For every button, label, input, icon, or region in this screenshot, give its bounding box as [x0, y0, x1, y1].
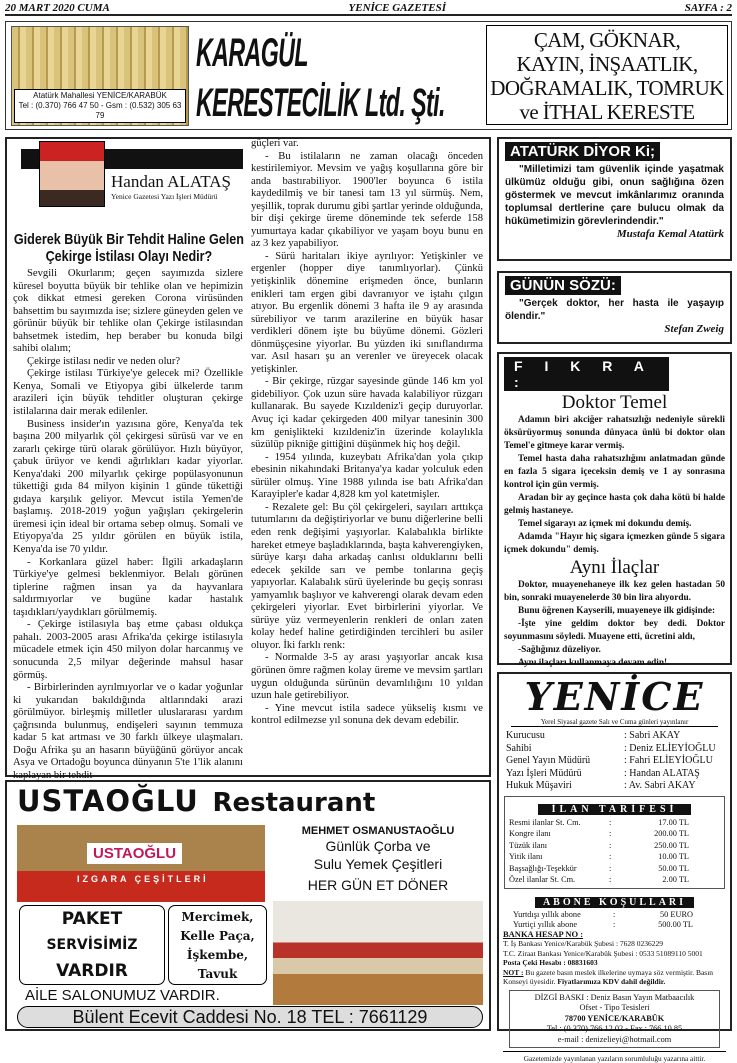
menu-item: Mercimek, [181, 910, 254, 924]
article-paragraph: - Sürü haritaları ikiye ayrılıyor: Yetişkinler ve ergenler (hopper diye tanımlıyorlar). Çünkü yetişkinlik dönemine erişmeden önce, bunların enikleri tam ergen gibi davranıyor ve iştahı çılgın atıyor. Bu ergenlik dönemi 3 hafta ile 9 ay arasında sürebiliyor ve tarım arazilerine en büyük hasar verdikleri dönem işte bu büyüme dönemi. Gözleri dönmüşçesine yiyorlar. Bu yüzden iki sınıflandırma var. Asıl hasarı şu an verenler ve üreyecek olacak yetişkinler. [251, 250, 483, 375]
menu-item: Tavuk [197, 967, 238, 981]
rate-value: 50.00 TL [658, 863, 689, 873]
joke-paragraph: -Sağlığınız düzeliyor. [518, 645, 601, 655]
note-vat: Fiyatlarımıza KDV dahil değildir. [557, 977, 666, 986]
restaurant-advert [5, 780, 491, 1031]
family-hall: AİLE SALONUMUZ VARDIR. [25, 987, 220, 1004]
subscription-value: 500.00 TL [658, 919, 693, 929]
advert-address: Atatürk Mahallesi YENİCE/KARABÜK [33, 91, 167, 100]
staff-name: : Av. Sabri AKAY [624, 780, 696, 791]
bank-line: T. İş Bankası Yenice/Karabük Şubesi : 7628 0236229 [503, 939, 664, 948]
staff-name: : Handan ALATAŞ [624, 767, 700, 779]
restaurant-owner: MEHMET OSMANUSTAOĞLU [301, 825, 455, 837]
staff-role: Yazı İşleri Müdürü [506, 767, 582, 779]
subscription-label: Yurtdışı yıllık abone [513, 909, 581, 919]
issue-date: 20 MART 2020 CUMA [5, 2, 110, 14]
joke-paragraph: Aradan bir ay geçince hasta çok daha kötü bi halde gelmiş hastaneye. [504, 493, 725, 516]
menu-box [168, 905, 267, 985]
newspaper-logo: YENİCE [524, 674, 705, 719]
rate-value: 250.00 TL [654, 840, 689, 850]
newspaper-tagline: Yerel Siyasal gazete Salı ve Cuma günleri yayınlanır [511, 718, 718, 727]
article-column-2 [251, 138, 483, 728]
bank-line: Posta Çeki Hesabı : 08831603 [503, 958, 598, 967]
rate-row [509, 851, 720, 863]
rate-colon: : [609, 817, 612, 827]
ataturk-quote-box [497, 137, 732, 261]
restaurant-line: Sulu Yemek Çeşitleri [313, 856, 443, 872]
delivery-line: VARDIR [56, 961, 128, 981]
subscription-row [513, 920, 726, 930]
joke-stories [504, 392, 725, 670]
rate-label: Yitik ilanı [509, 852, 543, 861]
print-line: Ofset - Tipo Tesisleri [579, 1003, 650, 1012]
article-paragraph: Business insider'ın yazısına göre, Kenya'da tek başına 200 milyarlık çöl çekirgesi sürüsü var ve en zararlı çekirge türü olarak görülüyor. Hızlı büyüyor, çabuk ürüyor ve kendi ağırlıkları kadar yiyorlar. Kenya'daki 200 milyarlık çekirge popülasyonunun tükettiği gıda 84 milyon kişinin 1 günde tükettiği gıdaya karşılık geliyor. Mevcut istila Yemen'de başlamış. 2018-2019 yoğun yağışları çekirgelerin üremesi için ideal bir ortama sebep olmuş. Somali ve Etiyopya'da 25 yıldır görülen en büyük istila, Kenya'da ise 70 yıldır. [13, 418, 243, 556]
newspaper-name: YENİCE GAZETESİ [348, 2, 447, 14]
subscription-colon: : [613, 919, 616, 929]
bank-line: T.C. Ziraat Bankası Yenice/Karabük Şubesi : 0533 51089110 5001 [503, 948, 703, 958]
ataturk-quote: "Milletimizi tam güvenlik içinde yaşatmak ülkümüz olduğu gibi, onun sağlığına özen göstermek ve mevcut imkânlarımız oranında toplumsal dertlerine çare bulucu olmak da hükümetimizin görevlerindendir." [505, 164, 724, 227]
storefront-photo [17, 825, 265, 902]
delivery-line: PAKET [61, 909, 123, 929]
restaurant-name-1: USTAOĞLU [17, 784, 199, 818]
staff-row [506, 755, 726, 768]
article-paragraph: güçleri var. [251, 138, 299, 149]
rate-row [509, 817, 720, 829]
joke-paragraph: Temel hasta daha rahatsızlığını anlatmadan günde en fazla 5 sigara içeceksin demiş ve 1 ay sonrasına kontrol için gün vermiş. [504, 454, 725, 490]
staff-row [506, 743, 726, 756]
product-line: ve İTHAL KERESTE [519, 100, 695, 124]
karagul-advert [5, 21, 732, 130]
joke-title: Doktor Temel [561, 392, 668, 413]
rate-colon: : [609, 840, 612, 850]
masthead-footer: Gazetemizde yayınlanan yazıların sorumluluğu yazarına aittir. [503, 1051, 726, 1063]
article-paragraph: - Normalde 3-5 ay arası yaşıyorlar ancak kısa görünen ömre rağmen kolay üreme ve mevsim şartları uygun olduğunda sürünün devamlılığını 10 yıldan uzun hale getirebiliyor. [251, 652, 483, 702]
bank-heading: BANKA HESAP NO : [503, 928, 584, 939]
rate-label: Özel ilanlar St. Cm. [509, 875, 576, 884]
joke-paragraph: Temel sigarayı az içmek mi dokundu demiş. [518, 519, 692, 529]
staff-role: Sahibi [506, 742, 532, 754]
subscription-list [503, 910, 726, 930]
ad-rates-box [504, 796, 725, 889]
staff-row [506, 768, 726, 781]
joke-paragraph: Adamda "Hayır hiç sigara içmezken günde 5 sigara içmek dokundu" demiş. [504, 532, 725, 555]
author-header [21, 145, 243, 203]
kitchen-photo [273, 901, 483, 1005]
article-paragraph: - Korkanlara güzel haber: İlgili arkadaşların Türkiye'ye gelmesi beklenmiyor. Belalı görünen tiplerine rağmen insan ya da hayvanlara saldırmıyorlar ve bugüne kadar hastalık taşıdıkları/yaydıkları görülmemiş. [13, 556, 243, 618]
staff-role: Kurucusu [506, 730, 545, 741]
note-label: NOT : [503, 967, 524, 977]
article-title: Giderek Büyük Bir Tehdit Haline Gelen Çekirge İstilası Olayı Nedir? [13, 231, 244, 265]
note-text: Bu gazete basın meslek ilkelerine uymaya söz vermiştir. Basın Konseyi üyesidir. [503, 967, 714, 986]
page-number: SAYFA : 2 [684, 2, 732, 14]
article-paragraph: Sevgili Okurlarım; geçen sayımızda sizlere küresel boyutta büyük bir tehlike olan ve hepimizin çok dikkat etmesi gereken Corona virüsünden bahsettim bu sayımızda ise; sizlere güneyden gelen ve görünür büyük bir tehlike olan Çekirge istilasından bahsetmek istedim, hep beraber bu konuda bilgi sahibi olalım; [13, 268, 243, 355]
quote-of-day-author: Stefan Zweig [664, 323, 724, 335]
rate-label: Başsağlığı-Teşekkür [509, 863, 577, 873]
product-line: KAYIN, İNŞAATLIK, [516, 52, 698, 76]
article-paragraph: - 1954 yılında, kuzeybatı Afrika'dan yola çıkıp ebesinin nikahındaki Britanya'ya kadar yolculuk eden sürüler olmuş. Yine 1988 yılında ise batı Afrika'dan Karayipler'e kadar 4,828 km yol katetmişler. [251, 451, 483, 501]
author-role: Yenice Gazetesi Yazı İşleri Müdürü [111, 192, 218, 201]
masthead-box [497, 672, 732, 1063]
print-line: DİZGİ BASKI : Deniz Basın Yayın Matbaacılık [534, 992, 695, 1002]
staff-name: : Deniz ELİEYİOĞLU [624, 742, 716, 754]
quote-of-day-heading: GÜNÜN SÖZÜ: [505, 276, 621, 295]
restaurant-name [17, 784, 375, 818]
article-column-1 [13, 268, 243, 782]
joke-paragraph: Adamın biri akciğer rahatsızlığı nedeniyle sürekli öksürüyormuş sonunda dünyaca ünlü bi doktor olan Temel'e gitmeye karar vermiş. [504, 415, 725, 451]
note [503, 968, 726, 987]
rate-value: 200.00 TL [654, 829, 689, 838]
article-paragraph: Çekirge istilası nedir ve neden olur? [27, 355, 181, 367]
delivery-line: SERVİSİMİZ [46, 937, 138, 953]
menu-item: Kelle Paça, [180, 929, 255, 943]
rate-value: 17.00 TL [658, 817, 689, 827]
joke-paragraph: Bunu öğrenen Kayserili, muayeneye ilk gidişinde: [518, 606, 716, 616]
joke-box [497, 352, 732, 668]
print-line: 78700 YENİCE/KARABÜK [564, 1013, 665, 1023]
company-name [196, 28, 445, 128]
products-box [486, 25, 728, 125]
rate-value: 10.00 TL [658, 852, 689, 861]
product-line: ÇAM, GÖKNAR, [533, 28, 681, 52]
rate-colon: : [609, 829, 612, 838]
product-line: DOĞRAMALIK, TOMRUK [490, 76, 724, 100]
article-paragraph: - Rezalete gel: Bu çöl çekirgeleri, sayıları arttıkça tutumlarını da değiştiriyorlar ve bunu diğerlerine belli eden renk değişimi yaşıyorlar. Kalabalıkla birlikte hareket etmeye başladıklarında, başta kahverengiyken, sürüye karşı daha arkadaş canlısı olduklarını belli edecek şekilde sarı ve pembe tonlarına geçiş yapıyorlar. Kalabalık sürü üyelerinde bu geçiş sonrası yamyamlık başlıyor ve kahverengi olarak devam eden çekirgeleri yiyorlar. Evet birbirlerini yiyorlar. Ve sürüye yüz vermeyenlerin renkleri de onları zaten kolay hedef haline getirdiğinden tercihleri bu asiler oluyor. İki farklı renk: [251, 501, 483, 651]
article-paragraph: Çekirge istilası Türkiye'ye gelecek mi? Özellikle Kenya, Somali ve Etiyopya gibi ülkelerde tarım arazileri için büyük tehditler oluşturan çekirge istilalarına dair merak edilenler. [13, 368, 243, 418]
quote-of-day-text: "Gerçek doktor, her hasta ile yaşayıp ölendir." [505, 298, 724, 322]
restaurant-address: Bülent Ecevit Caddesi No. 18 TEL : 7661129 [17, 1006, 483, 1028]
print-info [509, 990, 720, 1049]
company-name-line1: KARAGÜL [196, 31, 308, 75]
rate-label: Kongre ilanı [509, 829, 551, 838]
staff-name: : Fahri ELİEYİOĞLU [624, 755, 713, 766]
rate-row [509, 828, 720, 840]
storefront-sign: USTAOĞLU [87, 843, 182, 864]
author-photo [39, 141, 105, 207]
joke-heading: F I K R A : [504, 357, 669, 391]
ad-rates-heading: İLAN TARİFESİ [538, 804, 692, 815]
rate-value: 2.00 TL [662, 875, 689, 884]
restaurant-name-2: Restaurant [212, 788, 376, 818]
staff-list [503, 730, 726, 793]
lumber-photo [11, 26, 189, 126]
article-paragraph: - Bu istilaların ne zaman olacağı önceden kestirilemiyor. Mevsim ve yağış koşullarına göre bir anda bastırabiliyor. 1900'ler boyunca 6 istila kaydedilmiş ve bir tanesi tam 13 yıl sürmüş. Nem, yeşillik, toprak durumu gibi şartlar yerinde olduğunda, bir dişi çekirge üreme döneminde tek seferde 158 yumurtaya kadar çıkabiliyor ve yaşam boyu bunu en az 3 kez yapabiliyor. [251, 150, 483, 250]
print-line: Tel : (0.370) 766 12 02 - Fax : 766 10 85 [546, 1024, 683, 1033]
article-paragraph: - Birbirlerinden ayrılmıyorlar ve o kadar yoğunlar ki yukarıdan bakıldığında altlarındaki arazi görülmüyor. birleşmiş milletler uluslararası yardım çağrısında bulunmuş, endişeleri sayının temmuza kadar 5 kat artması ve 30 farklı ülkeye ulaşmaları. Doğu Afrika şu an hasarın büyüğünü görüyor ancak Asya ve Ortadoğu boyunca dünyanın 5'te 1'lik alanını kaplayan bir tehdit [13, 682, 243, 781]
subscription-label: Yurtiçi yıllık abone [513, 919, 578, 929]
joke-paragraph: Doktor, muayenehaneye ilk kez gelen hastadan 50 bin, sonraki muayenelerde 30 bin lira alıyordu. [504, 580, 725, 603]
print-line: e-mail : denizelieyi@hotmail.com [557, 1034, 672, 1044]
staff-row [506, 730, 726, 743]
subscription-value: 50 EURO [660, 909, 693, 919]
article [5, 137, 491, 781]
advert-contact [14, 89, 186, 123]
staff-name: : Sabri AKAY [624, 730, 681, 741]
ataturk-heading: ATATÜRK DİYOR Ki; [505, 142, 660, 161]
restaurant-line: HER GÜN ET DÖNER [307, 877, 449, 893]
article-paragraph: - Bir çekirge, rüzgar sayesinde günde 146 km yol gidebiliyor. Çok uzun süre havada kalabiliyor rüzgarı kullanarak. Bu sayede Kızıldeniz'i geçip duruyorlar. Avuç içi kadar çekirgeden 400 milyar tanesinin 300 km genişlikteki kızıldeniz'in üzerinde kolaylıkla süzülüp pikniğe gittiğini düşünmek hiç hoş değil. [251, 376, 483, 451]
rate-label: Resmi ilanlar St. Cm. [509, 817, 581, 827]
subscription-heading: ABONE KOŞULLARI [535, 897, 694, 908]
page-header [5, 2, 732, 16]
joke-paragraph: Aynı ilaçları kullanmaya devam edin! [518, 658, 668, 668]
menu-item: İşkembe, [186, 948, 249, 962]
joke-title: Aynı İlaçlar [569, 557, 660, 578]
restaurant-info [272, 825, 484, 897]
ataturk-author: Mustafa Kemal Atatürk [616, 228, 724, 240]
article-paragraph: - Çekirge istilasıyla baş etme çabası oldukça pahalı. 2003-2005 arası Afrika'da çekirge istilasıyla mücadele etmek için 450 milyon dolar harcanmış ve sonucunda 2,5 milyar değerinde mahsul hasar görmüş. [13, 619, 243, 681]
company-name-line2: KERESTECİLİK Ltd. Şti. [196, 81, 445, 125]
staff-row [506, 780, 726, 793]
subscription-colon: : [613, 909, 616, 919]
rate-colon: : [609, 863, 612, 873]
rate-colon: : [609, 852, 612, 861]
subscription-row [513, 910, 726, 920]
rate-label: Tüzük ilanı [509, 840, 548, 850]
advert-phone: Tel : (0.370) 766 47 50 - Gsm : (0.532) 305 63 79 [18, 101, 182, 120]
rate-row [509, 840, 720, 852]
delivery-box [19, 905, 165, 985]
staff-role: Hukuk Müşaviri [506, 780, 572, 791]
ad-rates-list [509, 817, 720, 886]
staff-role: Genel Yayın Müdürü [506, 755, 591, 766]
article-paragraph: - Yine mevcut istila sadece yükseliş kısmı ve kontrol edilmezse yıl sonuna dek devam edebilir. [251, 702, 483, 727]
storefront-banner: IZGARA ÇEŞİTLERİ [77, 874, 209, 884]
quote-of-day-box [497, 271, 732, 344]
joke-paragraph: -İşte yine geldim doktor bey dedi. Doktor soyunmasını söyledi. Muayene etti, ücretini aldı, [504, 619, 725, 642]
restaurant-line: Günlük Çorba ve [325, 838, 431, 854]
rate-colon: : [609, 875, 612, 884]
author-name: Handan ALATAŞ [111, 172, 231, 191]
rate-row [509, 863, 720, 875]
rate-row [509, 874, 720, 886]
